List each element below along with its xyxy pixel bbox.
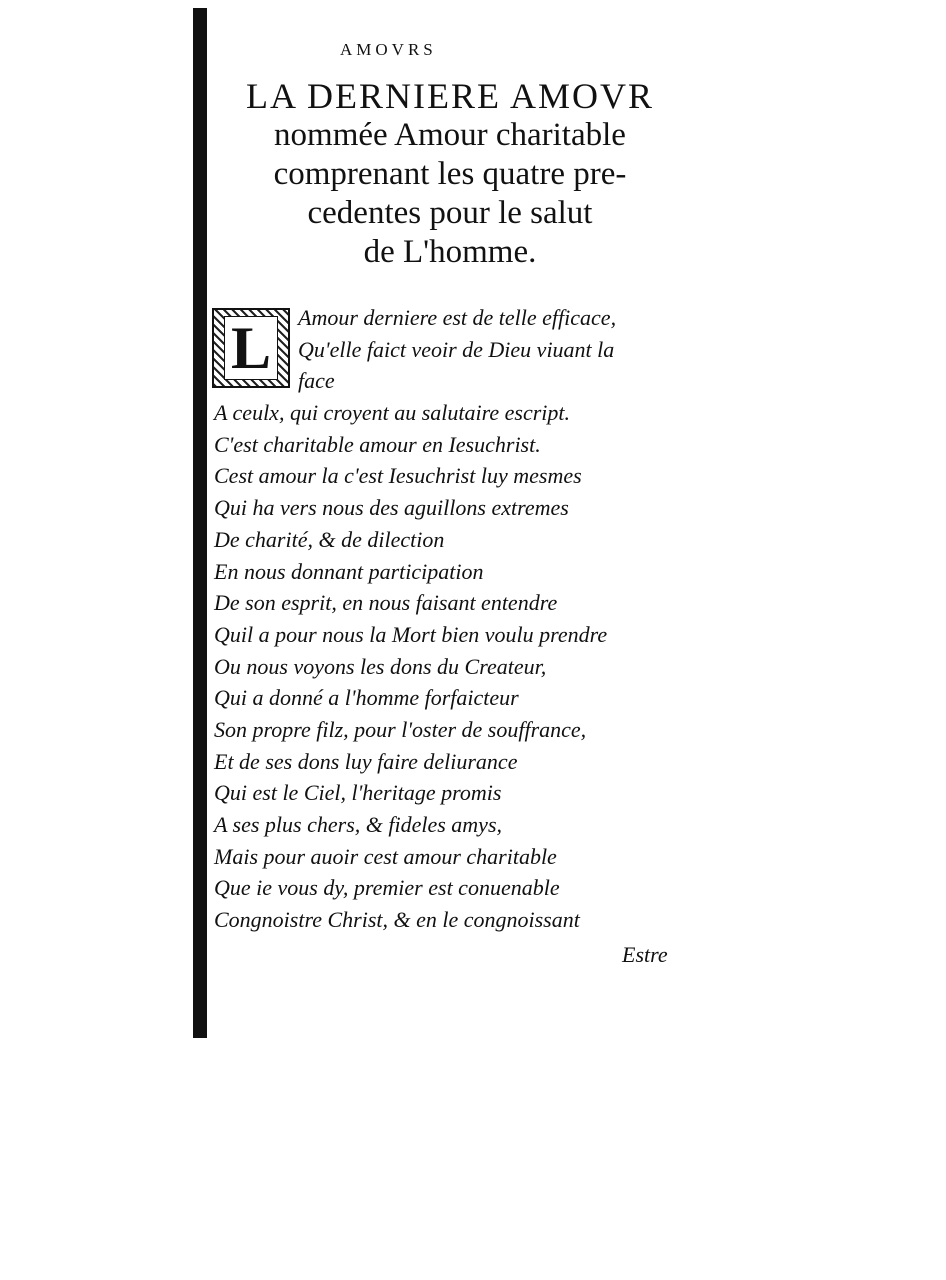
- verse-line: Ou nous voyons les dons du Createur,: [214, 653, 547, 679]
- verse-line: Son propre filz, pour l'oster de souffrance,: [214, 716, 587, 742]
- verse-line: Que ie vous dy, premier est conuenable: [214, 875, 560, 901]
- title-line: LA DERNIERE AMOVR: [245, 76, 654, 116]
- verse-line: C'est charitable amour en Iesuchrist.: [214, 431, 541, 457]
- catchword: Estre: [622, 942, 668, 967]
- title-line: cedentes pour le salut: [307, 195, 593, 231]
- verse-line: A ceulx, qui croyent au salutaire escript.: [214, 400, 570, 426]
- verse-line: Quil a pour nous la Mort bien voulu prendre: [214, 621, 608, 647]
- verse-line: Qui a donné a l'homme forfaicteur: [214, 685, 519, 711]
- verse-line: A ses plus chers, & fideles amys,: [214, 812, 503, 837]
- title-line: comprenant les quatre pre-: [273, 156, 627, 192]
- verse-line: De son esprit, en nous faisant entendre: [214, 590, 558, 616]
- title-line: nommée Amour charitable: [274, 117, 626, 153]
- running-head: AMOVRS: [340, 40, 437, 59]
- verse-line: Qui est le Ciel, l'heritage promis: [214, 780, 502, 806]
- verse-line: Amour derniere est de telle efficace,: [298, 305, 617, 330]
- verse-line: face: [298, 368, 335, 394]
- verse-line: Mais pour auoir cest amour charitable: [214, 843, 557, 869]
- verse-line: Et de ses dons luy faire deliurance: [214, 748, 518, 774]
- verse-line: Qu'elle faict veoir de Dieu viuant la: [298, 336, 615, 362]
- chapter-title: [195, 76, 705, 272]
- title-line: de L'homme.: [363, 234, 537, 270]
- verse-line: Qui ha vers nous des aguillons extremes: [214, 495, 569, 521]
- drop-cap-letter: L: [224, 316, 278, 380]
- verse-line: En nous donnant participation: [214, 558, 484, 584]
- verse-line: Congnoistre Christ, & en le congnoissant: [214, 907, 580, 933]
- verse-line: Cest amour la c'est Iesuchrist luy mesmes: [214, 463, 582, 489]
- poem-text: [214, 302, 714, 936]
- verse-line: De charité, & de dilection: [214, 526, 445, 552]
